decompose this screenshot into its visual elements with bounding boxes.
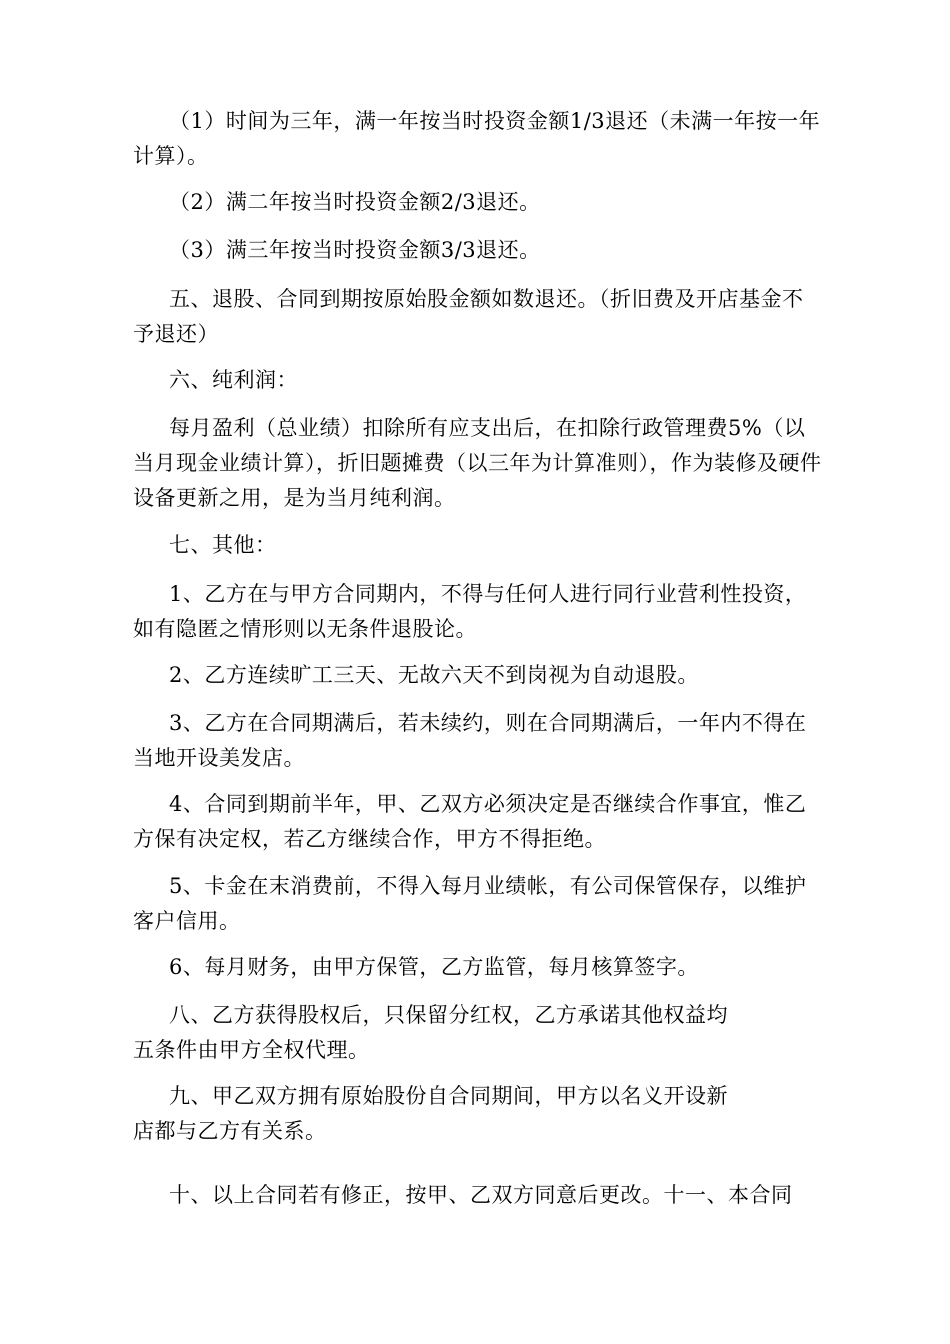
paragraph-other-2: 2、乙方连续旷工三天、无故六天不到岗视为自动退股。	[169, 663, 699, 687]
paragraph-other-4: 4、合同到期前半年，甲、乙双方必须决定是否继续合作事宜，惟乙方保有决定权，若乙方继续合作，甲方不得拒绝。	[133, 792, 807, 851]
paragraph-section-5: 五、退股、合同到期按原始股金额如数退还。（折旧费及开店基金不予退还）	[133, 287, 804, 346]
paragraph-term-1: （1）时间为三年，满一年按当时投资金额1/3退还（未满一年按一年计算）。	[133, 109, 821, 168]
paragraph-other-5: 5、卡金在末消费前，不得入每月业绩帐，有公司保管保存，以维护客户信用。	[133, 874, 807, 933]
paragraph-term-2: （2）满二年按当时投资金额2/3退还。	[169, 190, 541, 214]
paragraph-term-3: （3）满三年按当时投资金额3/3退还。	[169, 238, 541, 262]
paragraph-section-8: 八、乙方获得股权后，只保留分红权，乙方承诺其他权益均五条件由甲方全权代理。	[133, 1003, 728, 1062]
paragraph-section-10: 十、以上合同若有修正，按甲、乙双方同意后更改。十一、本合同	[169, 1183, 793, 1207]
paragraph-net-profit: 每月盈利（总业绩）扣除所有应支出后，在扣除行政管理费5%（以当月现金业绩计算），折旧题摊费（以三年为计算准则），作为装修及硬件设备更新之用，是为当月纯利润。	[133, 416, 822, 510]
paragraph-section-6-heading: 六、纯利润：	[169, 368, 298, 392]
paragraph-other-6: 6、每月财务，由甲方保管，乙方监管，每月核算签字。	[169, 955, 699, 979]
paragraph-other-1: 1、乙方在与甲方合同期内，不得与任何人进行同行业营利性投资，如有隐匿之情形则以无条件退股论。	[133, 582, 807, 641]
paragraph-other-3: 3、乙方在合同期满后，若未续约，则在合同期满后，一年内不得在当地开设美发店。	[133, 711, 807, 770]
paragraph-section-9: 九、甲乙双方拥有原始股份自合同期间，甲方以名义开设新店都与乙方有关系。	[133, 1084, 728, 1143]
paragraph-section-7-heading: 七、其他：	[169, 533, 277, 557]
